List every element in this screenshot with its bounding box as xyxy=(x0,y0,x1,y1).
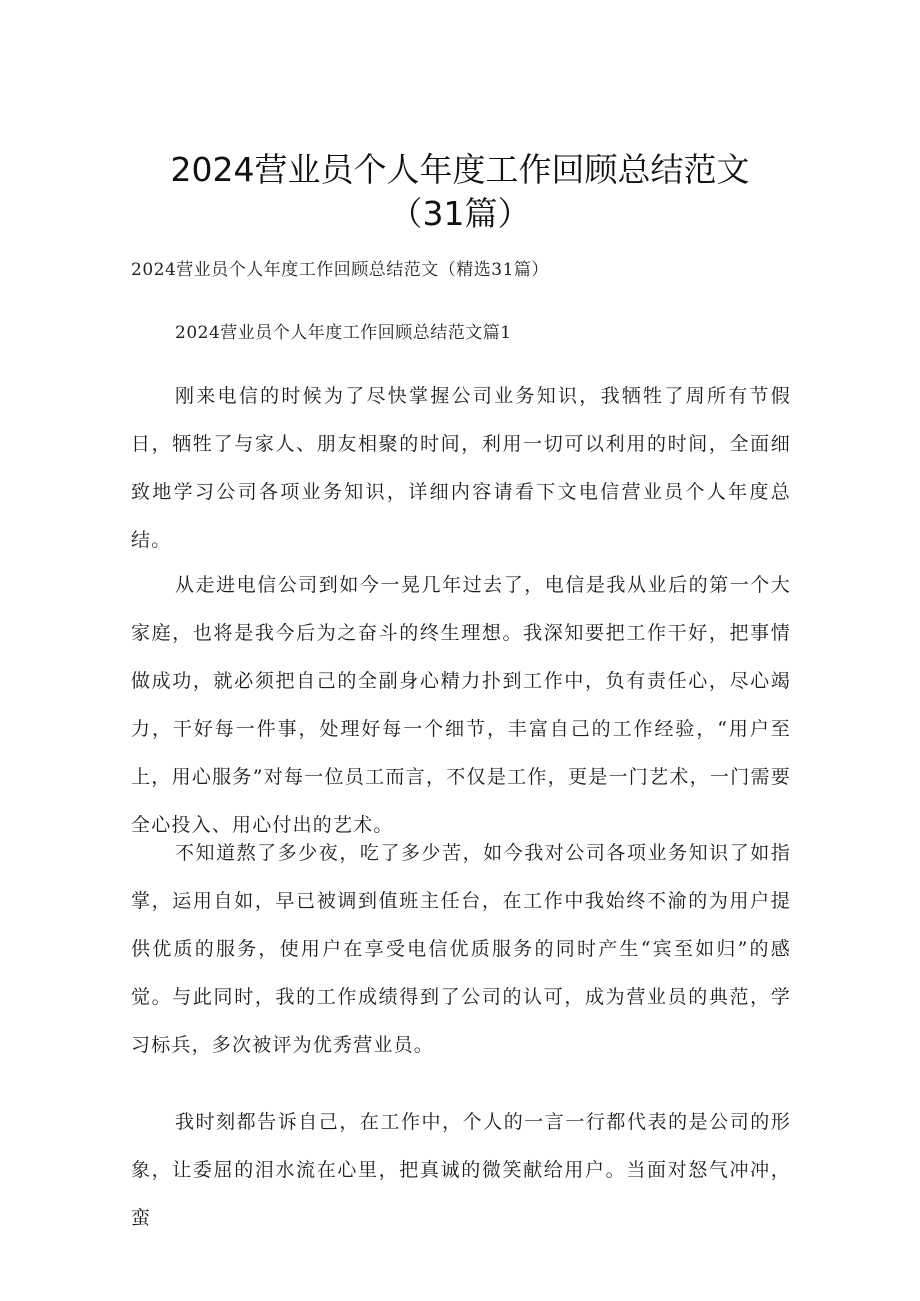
body-paragraph: 刚来电信的时候为了尽快掌握公司业务知识，我牺牲了周所有节假日，牺牲了与家人、朋友相聚的时间，利用一切可以利用的时间，全面细致地学习公司各项业务知识，详细内容请看下文电信营业员个人年度总结。 xyxy=(131,385,791,551)
section-heading: 2024营业员个人年度工作回顾总结范文篇1 xyxy=(175,323,512,343)
body-paragraph: 我时刻都告诉自己，在工作中，个人的一言一行都代表的是公司的形象，让委屈的泪水流在心里，把真诚的微笑献给用户。当面对怒气冲冲，蛮 xyxy=(131,1111,791,1229)
body-paragraph: 不知道熬了多少夜，吃了多少苦，如今我对公司各项业务知识了如指掌，运用自如，早已被调到值班主任台，在工作中我始终不渝的为用户提供优质的服务，使用户在享受电信优质服务的同时产生“宾至如归”的感觉。与此同时，我的工作成绩得到了公司的认可，成为营业员的典范，学习标兵，多次被评为优秀营业员。 xyxy=(131,842,791,1056)
document-title-line1: 2024营业员个人年度工作回顾总结范文 xyxy=(170,150,750,189)
document-title-line2: （31篇） xyxy=(389,194,531,233)
document-subtitle: 2024营业员个人年度工作回顾总结范文（精选31篇） xyxy=(131,260,549,280)
body-paragraph: 从走进电信公司到如今一晃几年过去了，电信是我从业后的第一个大家庭，也将是我今后为之奋斗的终生理想。我深知要把工作干好，把事情做成功，就必须把自己的全副身心精力扑到工作中，负有责任心，尽心竭力，干好每一件事，处理好每一个细节，丰富自己的工作经验，“用户至上，用心服务”对每一位员工而言，不仅是工作，更是一门艺术，一门需要全心投入、用心付出的艺术。 xyxy=(131,574,791,836)
